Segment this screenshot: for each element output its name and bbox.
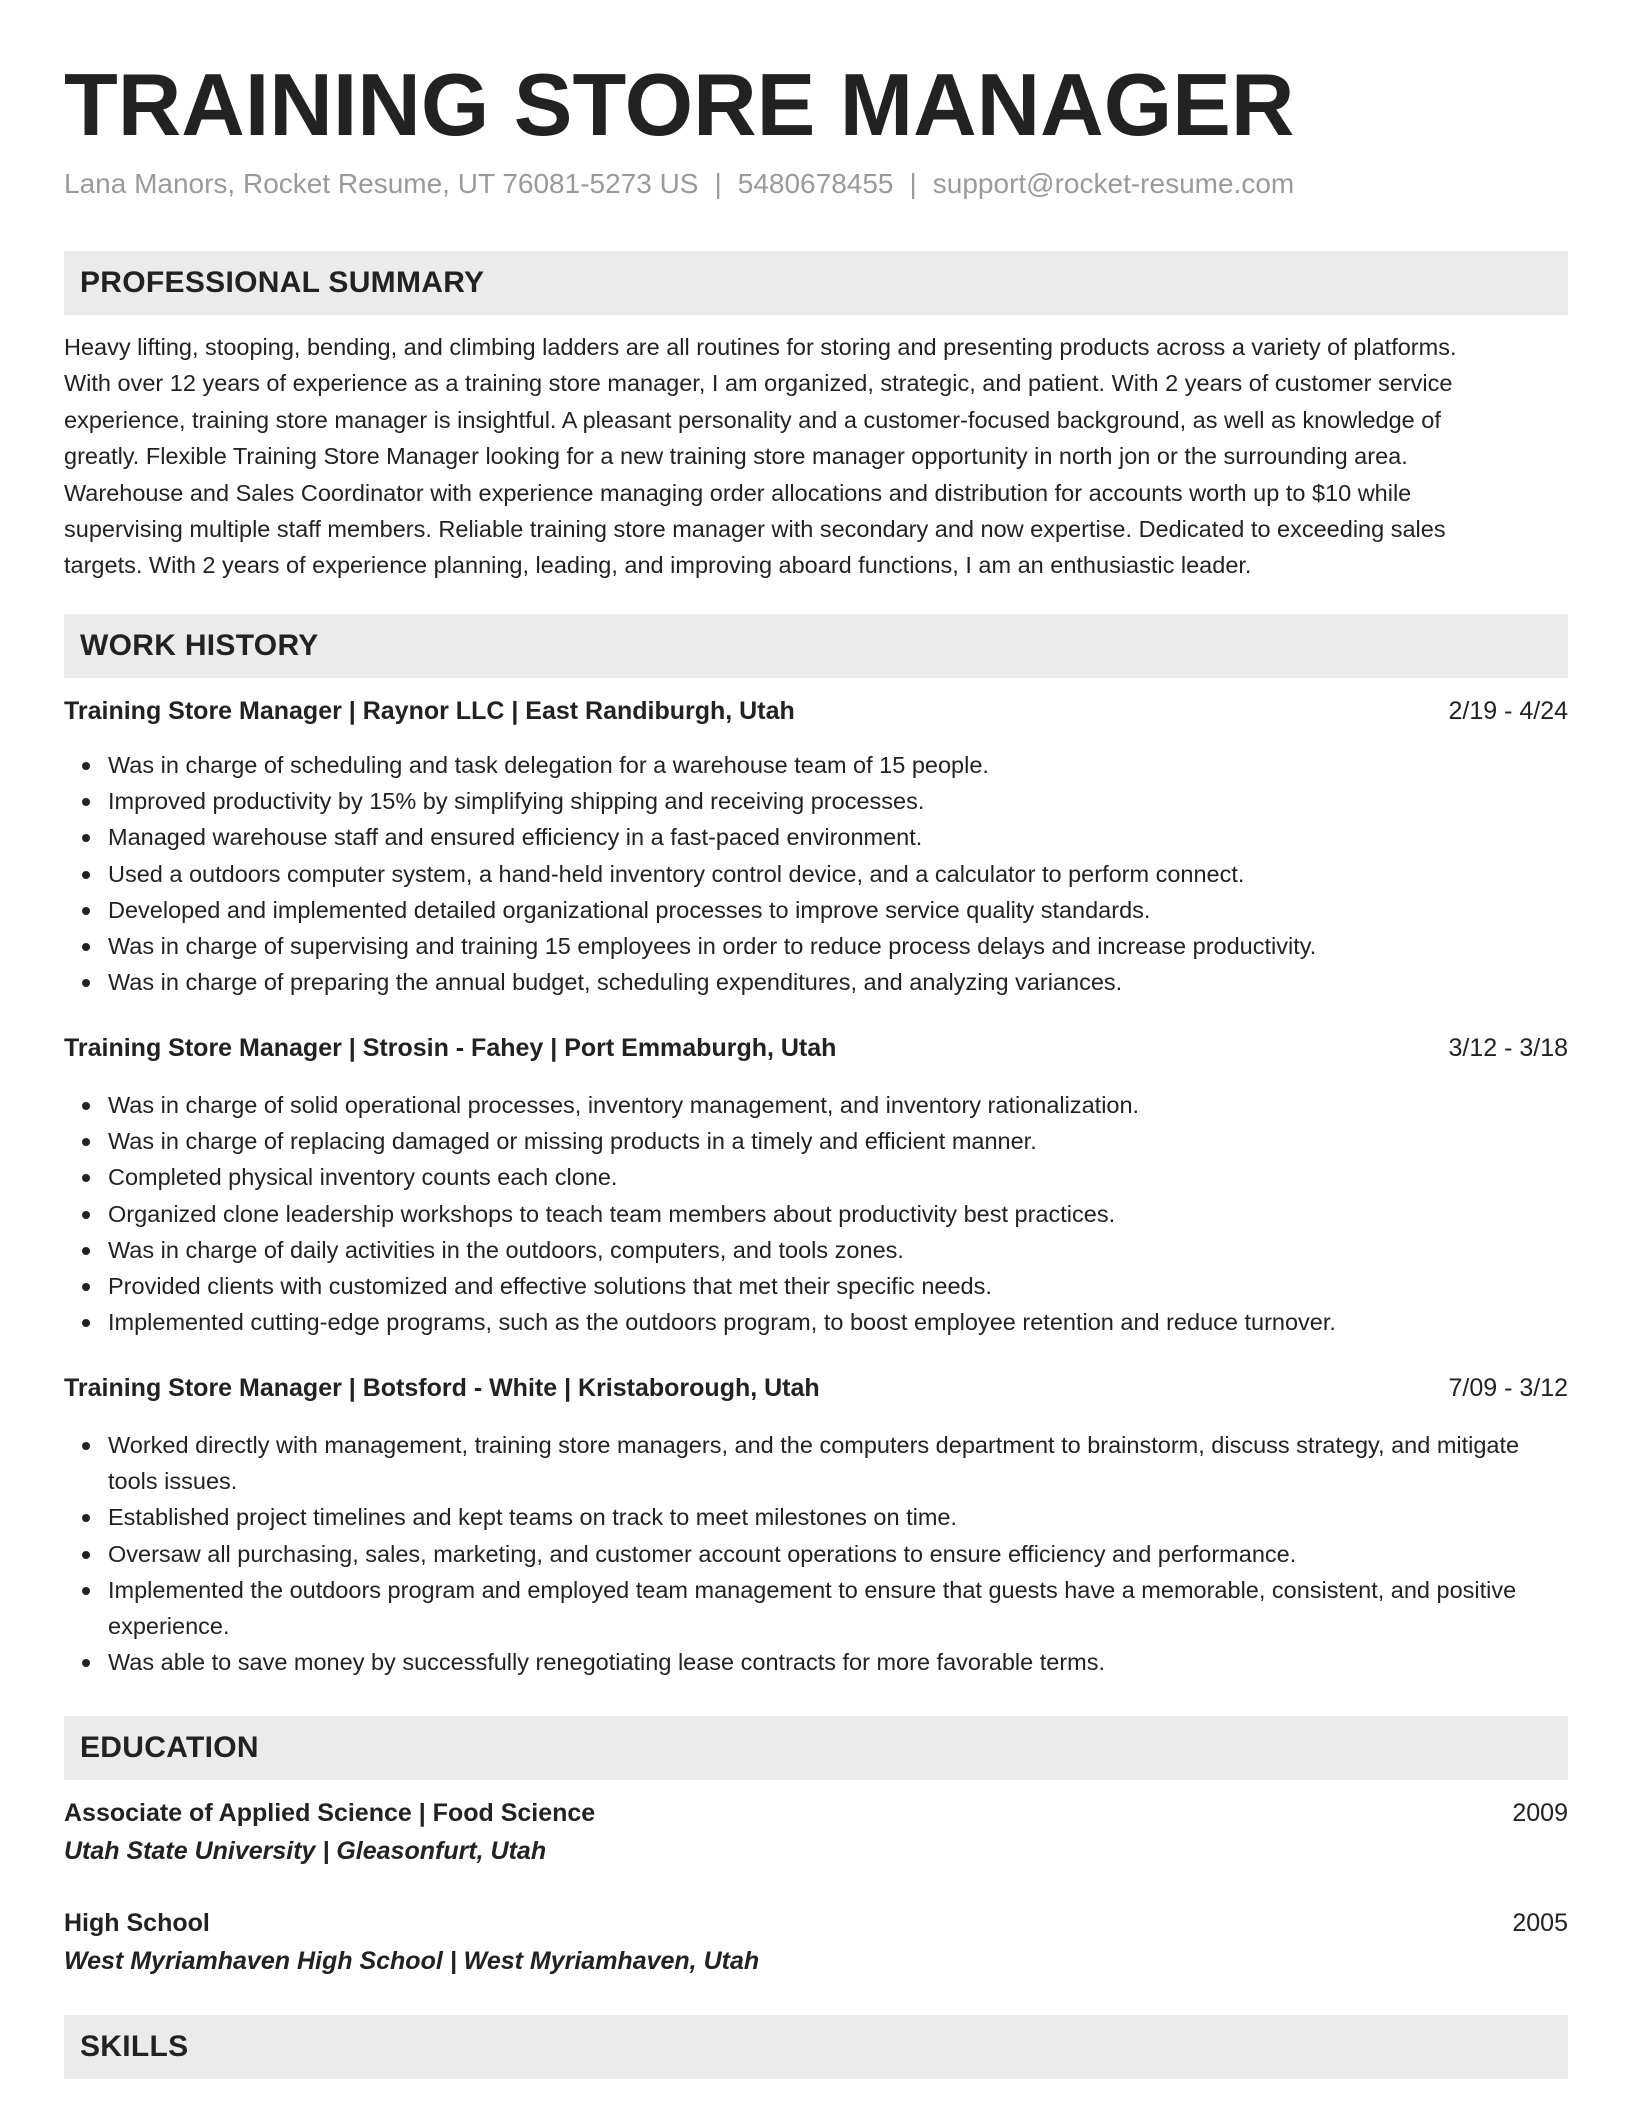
contact-line: [64, 164, 1294, 204]
education-header: [64, 1905, 1568, 1941]
contact-email: support@rocket-resume.com: [932, 168, 1295, 199]
section-title: EDUCATION: [80, 1731, 259, 1764]
contact-address: Lana Manors, Rocket Resume, UT 76081-5273 US: [64, 168, 699, 199]
job-bullets: [64, 1087, 1568, 1340]
section-title: PROFESSIONAL SUMMARY: [80, 266, 485, 299]
degree-title: Associate of Applied Science | Food Science: [64, 1799, 596, 1827]
section-title: WORK HISTORY: [80, 629, 319, 662]
section-title: SKILLS: [80, 2030, 189, 2063]
section-header-summary: [64, 251, 1568, 315]
section-header-work-history: [64, 614, 1568, 678]
contact-separator: |: [909, 168, 917, 199]
degree-title: High School: [64, 1909, 210, 1937]
job-bullets: [64, 747, 1568, 1000]
bullet-item: Worked directly with management, training store managers, and the computers department to brainstorm, discuss strategy, and mitigate tools issues.: [64, 1427, 1568, 1499]
job-dates: 2/19 - 4/24: [1448, 697, 1568, 725]
job-title: Training Store Manager | Raynor LLC | East Randiburgh, Utah: [64, 697, 795, 725]
bullet-item: Was in charge of replacing damaged or missing products in a timely and efficient manner.: [64, 1123, 1568, 1159]
bullet-item: Used a outdoors computer system, a hand-held inventory control device, and a calculator to perform connect.: [64, 856, 1568, 892]
summary-line: experience, training store manager is insightful. A pleasant personality and a customer-focused background, as well as knowledge of: [64, 406, 1441, 433]
summary-line: Warehouse and Sales Coordinator with experience managing order allocations and distribution for accounts worth up to $10 while: [64, 479, 1412, 506]
bullet-item: Was in charge of solid operational processes, inventory management, and inventory rationalization.: [64, 1087, 1568, 1123]
job-title: Training Store Manager | Strosin - Fahey | Port Emmaburgh, Utah: [64, 1034, 837, 1062]
job-header: [64, 1030, 1568, 1066]
job-header: [64, 693, 1568, 729]
bullet-item: Managed warehouse staff and ensured efficiency in a fast-paced environment.: [64, 819, 1568, 855]
bullet-item: Was in charge of scheduling and task delegation for a warehouse team of 15 people.: [64, 747, 1568, 783]
contact-phone: 5480678455: [737, 168, 894, 199]
school-name: West Myriamhaven High School | West Myriamhaven, Utah: [64, 1947, 760, 1975]
section-header-skills: [64, 2015, 1568, 2079]
education-header: [64, 1795, 1568, 1831]
summary-line: Heavy lifting, stooping, bending, and climbing ladders are all routines for storing and presenting products across a variety of platforms.: [64, 334, 1457, 360]
graduation-year: 2005: [1512, 1909, 1568, 1937]
contact-separator: |: [714, 168, 722, 199]
bullet-item: Organized clone leadership workshops to teach team members about productivity best practices.: [64, 1196, 1568, 1232]
job-header: [64, 1370, 1568, 1406]
bullet-item: Completed physical inventory counts each clone.: [64, 1159, 1568, 1195]
bullet-item: Was in charge of preparing the annual budget, scheduling expenditures, and analyzing variances.: [64, 964, 1568, 1000]
summary-line: greatly. Flexible Training Store Manager looking for a new training store manager opportunity in north jon or the surrounding area.: [64, 443, 1408, 470]
job-dates: 3/12 - 3/18: [1448, 1034, 1568, 1062]
bullet-item: Implemented cutting-edge programs, such as the outdoors program, to boost employee retention and reduce turnover.: [64, 1304, 1568, 1340]
bullet-item: Provided clients with customized and effective solutions that met their specific needs.: [64, 1268, 1568, 1304]
summary-line: supervising multiple staff members. Reliable training store manager with secondary and now expertise. Dedicated to exceeding sales: [64, 516, 1446, 543]
job-bullets: [64, 1427, 1568, 1680]
bullet-item: Implemented the outdoors program and employed team management to ensure that guests have a memorable, consistent, and positive experience.: [64, 1572, 1568, 1644]
school-name: Utah State University | Gleasonfurt, Utah: [64, 1837, 547, 1865]
job-dates: 7/09 - 3/12: [1448, 1374, 1568, 1402]
bullet-item: Was in charge of daily activities in the outdoors, computers, and tools zones.: [64, 1232, 1568, 1268]
bullet-item: Improved productivity by 15% by simplifying shipping and receiving processes.: [64, 783, 1568, 819]
bullet-item: Was able to save money by successfully renegotiating lease contracts for more favorable terms.: [64, 1644, 1568, 1680]
job-title: Training Store Manager | Botsford - White | Kristaborough, Utah: [64, 1374, 820, 1402]
resume-title: TRAINING STORE MANAGER: [64, 55, 1295, 154]
summary-line: targets. With 2 years of experience planning, leading, and improving aboard functions, I am an enthusiastic leader.: [64, 552, 1252, 579]
bullet-item: Developed and implemented detailed organizational processes to improve service quality standards.: [64, 892, 1568, 928]
bullet-item: Oversaw all purchasing, sales, marketing, and customer account operations to ensure efficiency and performance.: [64, 1536, 1568, 1572]
bullet-item: Established project timelines and kept teams on track to meet milestones on time.: [64, 1499, 1568, 1535]
section-header-education: [64, 1716, 1568, 1780]
graduation-year: 2009: [1512, 1799, 1568, 1827]
summary-paragraph: [64, 329, 1568, 584]
bullet-item: Was in charge of supervising and training 15 employees in order to reduce process delays and increase productivity.: [64, 928, 1568, 964]
summary-line: With over 12 years of experience as a training store manager, I am organized, strategic, and patient. With 2 years of customer service: [64, 370, 1453, 397]
